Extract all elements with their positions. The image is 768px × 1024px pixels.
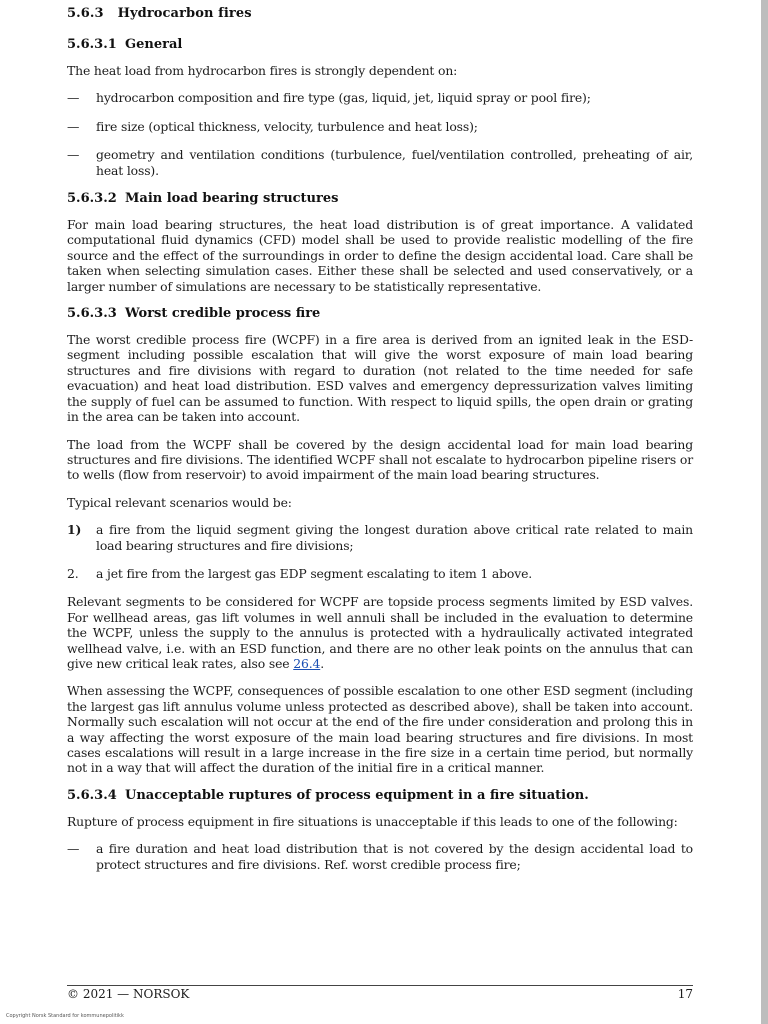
wcpf-paragraph-5: When assessing the WCPF, consequences of possible escalation to one other ESD segment (including the largest gas lift annulus volume unless protected as described above), shall be taken into account. Normally such escalation will not occur at the end of the fire under consideration and prolong this in a way affecting the worst exposure of the main load bearing structures and fire divisions. In most cases escalations will result in a large increase in the fire size in a certain time period, but normally not in a way that will affect the duration of the initial fire in a critical manner. <box>67 683 693 776</box>
dash-marker: — <box>67 118 80 134</box>
dash-marker: — <box>67 90 80 106</box>
copyright-notice: Copyright Norsk Standard for kommunepolitikk <box>6 1013 124 1019</box>
ruptures-heading <box>67 788 693 803</box>
wcpf-paragraph-4-text: Relevant segments to be considered for WCPF are topside process segments limited by ESD valves. For wellhead areas, gas lift volumes in well annuli shall be included in the evaluation to determine the WCPF, unless the supply to the annulus is protected with a hydraulically activated integrated wellhead valve, i.e. with an ESD function, and there are no other leak points on the annulus that can give new critical leak rates, also see <box>67 594 693 671</box>
page-footer <box>67 985 693 1001</box>
list-item <box>67 147 693 178</box>
main-load-paragraph: For main load bearing structures, the heat load distribution is of great importance. A validated computational fluid dynamics (CFD) model shall be used to provide realistic modelling of the fire source and the effect of the surroundings in order to define the design accidental load. Care shall be taken when selecting simulation cases. Either these shall be selected and used conservatively, or a larger number of simulations are necessary to be statistically representative. <box>67 217 693 294</box>
list-item <box>67 841 693 872</box>
main-load-heading <box>67 191 693 206</box>
wcpf-number: 5.6.3.3 <box>67 306 117 322</box>
list-item <box>67 119 693 134</box>
wcpf-heading <box>67 306 693 321</box>
page-edge <box>761 0 768 1024</box>
general-intro: The heat load from hydrocarbon fires is strongly dependent on: <box>67 63 458 78</box>
wcpf-paragraph-1: The worst credible process fire (WCPF) in a fire area is derived from an ignited leak in the ESD-segment including possible escalation that will give the worst exposure of main load bearing structures and fire divisions with regard to duration (not related to the time needed for safe evacuation) and heat load distribution. ESD valves and emergency depressurization valves limiting the supply of fuel can be assumed to function. With respect to liquid spills, the open drain or grating in the area can be taken into account. <box>67 332 693 425</box>
ruptures-number: 5.6.3.4 <box>67 787 117 803</box>
section-number: 5.6.3 <box>67 6 104 21</box>
page-number: 17 <box>677 987 693 1001</box>
list-item-text: hydrocarbon composition and fire type (gas, liquid, jet, liquid spray or pool fire); <box>96 90 591 106</box>
wcpf-title: Worst credible process fire <box>125 306 321 322</box>
clause-reference-link[interactable]: 26.4 <box>293 655 321 671</box>
main-load-number: 5.6.3.2 <box>67 191 117 207</box>
dash-marker: — <box>67 147 80 163</box>
section-title: Hydrocarbon fires <box>117 6 252 21</box>
list-item-text: a fire duration and heat load distribution that is not covered by the design accidental load to protect structures and fire divisions. Ref. worst credible process fire; <box>96 841 693 872</box>
ruptures-title: Unacceptable ruptures of process equipment in a fire situation. <box>125 787 589 803</box>
list-item-text: fire size (optical thickness, velocity, turbulence and heat loss); <box>96 118 478 134</box>
scenario-item <box>67 522 693 553</box>
wcpf-paragraph-4-end: . <box>320 655 325 671</box>
main-load-title: Main load bearing structures <box>125 191 339 207</box>
general-number: 5.6.3.1 <box>67 37 117 52</box>
wcpf-paragraph-4 <box>67 594 693 671</box>
general-title: General <box>125 37 183 52</box>
wcpf-paragraph-3: Typical relevant scenarios would be: <box>67 494 292 510</box>
dash-marker: — <box>67 841 80 857</box>
footer-copyright: © 2021 — NORSOK <box>67 987 190 1001</box>
ruptures-intro: Rupture of process equipment in fire situations is unacceptable if this leads to one of the following: <box>67 813 678 829</box>
wcpf-paragraph-2: The load from the WCPF shall be covered by the design accidental load for main load bearing structures and fire divisions. The identified WCPF shall not escalate to hydrocarbon pipeline risers or to wells (flow from reservoir) to avoid impairment of the main load bearing structures. <box>67 436 693 483</box>
document-body <box>67 6 693 885</box>
list-item <box>67 90 693 105</box>
list-item-text: geometry and ventilation conditions (turbulence, fuel/ventilation controlled, preheating of air, heat loss). <box>96 147 693 178</box>
general-heading <box>67 37 693 52</box>
scenario-marker: 1) <box>67 522 82 538</box>
scenario-item <box>67 566 693 581</box>
section-heading <box>67 6 693 21</box>
scenario-text: a fire from the liquid segment giving the longest duration above critical rate related to main load bearing structures and fire divisions; <box>96 522 693 553</box>
scenario-text: a jet fire from the largest gas EDP segment escalating to item 1 above. <box>96 565 533 581</box>
scenario-marker: 2. <box>67 565 79 581</box>
